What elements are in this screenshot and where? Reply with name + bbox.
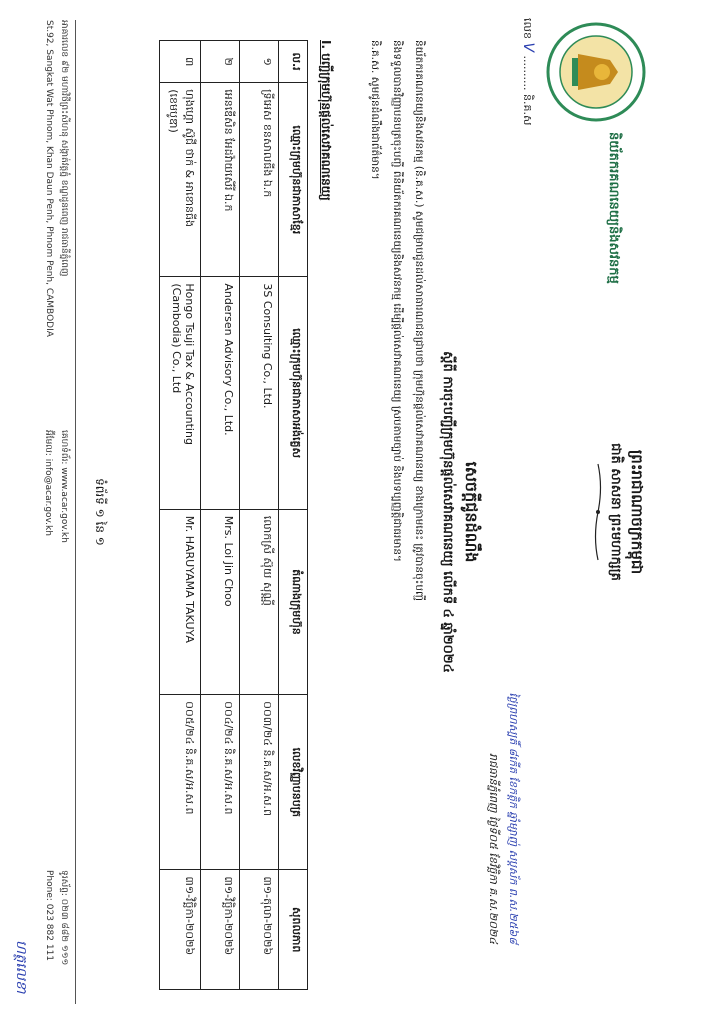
document-subtitle: ស្តីពី ការចុះបញ្ជីក្រុមហ៊ុនផ្តល់សេវាគណនេយ្យ លើកទី ៤ ឆ្នាំ២០២៤: [440, 351, 455, 673]
body-line: និយ័តករគណនេយ្យនិងសវនកម្ម (និ.គ.ស.) សូមជម្រាបជូនដល់សាធារណជនជ្រាបថា ក្រុមហ៊ុនផ្តល់សេវាគណនេយ្យ ខាងក្រោមនេះ ត្រូវបានចុះបញ្ជី: [413, 40, 425, 602]
col-header-name-en: ឈ្មោះក្រុមហ៊ុនជាភាសាអង់គ្លេស: [279, 277, 308, 509]
footer-address-en: St.92, Sangkat Wat Phnom, Khan Daun Penh, Phnom Penh, CAMBODIA: [44, 20, 54, 337]
cell-representative: Mr. HARUYAMA TAKUYA: [160, 509, 201, 694]
cell-validity: ៣១-តុលា-២០២៦: [240, 870, 279, 990]
solar-date: រាជធានីភ្នំពេញ ថ្ងៃទី០៥ ខែវិច្ឆិកា គ.ស.២០២៤: [487, 753, 500, 944]
agency-name: និយ័តករគណនេយ្យនិងសវនកម្ម: [606, 132, 621, 284]
cell-certificate: ០០៤/២៤ និ.គ.ស/អ.ស.ព: [201, 695, 240, 870]
col-header-validity: សុពលភាព: [279, 870, 308, 990]
body-paragraph: [364, 40, 430, 990]
col-header-representative: តំណាងក្រុមហ៊ុន: [279, 509, 308, 694]
section-title: I. បញ្ជីក្រុមហ៊ុនផ្តល់សេវាគណនេយ្យ: [319, 40, 333, 201]
table-row: [160, 41, 201, 990]
page-number: ទំព័រទី ១ នៃ ១: [93, 478, 107, 546]
signature-initials: ហត្ថលេខា: [13, 940, 29, 994]
col-header-certificate: លេខវិញ្ញាបនបត្រ: [279, 695, 308, 870]
table-header-row: [279, 41, 308, 990]
body-line: និងទទួលបានវិញ្ញាបនបត្រចុះបញ្ជី ពីនិយ័តករគណនេយ្យនិងសវនកម្ម ដើម្បីផ្តល់សេវាគណនេយ្យ ស្របតាមច្បាប់ និងបទប្បញ្ញត្តិជាធរមាន។: [391, 40, 403, 562]
reference-number: លេខ V .......... និ.គ.ស: [520, 18, 536, 126]
cell-name-kh: ហុងហ្គោ ស៊ូជី ថាក់ & អាខោនធីង (ខេមបូឌា): [160, 83, 201, 277]
cell-name-en: 3S Consulting Co., Ltd.: [240, 277, 279, 509]
cell-name-kh: ទ្រីអេស ខនសាលធីង ឯ.ក: [240, 83, 279, 277]
cell-validity: ៣១-វិច្ឆិកា-២០២៦: [160, 870, 201, 990]
cell-name-kh: អេនឌើសិន អែដវ៉ាយសើរី ឯ.ក: [201, 83, 240, 277]
cell-name-en: Hongo Tsuji Tax & Accounting (Cambodia) Co., Ltd: [160, 277, 201, 509]
document-title: សេចក្តីជូនដំណឹង: [462, 461, 481, 563]
cell-no: ២: [201, 41, 240, 83]
table-row: [240, 41, 279, 990]
cell-validity: ៣១-វិច្ឆិកា-២០២៦: [201, 870, 240, 990]
lunar-date: ថ្ងៃព្រហស្បតិ៍ ៨កើត ខែកត្តិក ឆ្នាំម្សាញ់ សប្តស័ក ព.ស.២៥៦៨: [507, 692, 520, 944]
footer-phone-kh: ទូរស័ព្ទ: ០២៣ ៨៨២ ១១១: [59, 870, 69, 966]
cell-no: ៣: [160, 41, 201, 83]
col-header-name-kh: ឈ្មោះក្រុមហ៊ុនជាភាសាខ្មែរ: [279, 83, 308, 277]
ref-prefix: លេខ: [521, 18, 534, 39]
footer-address-kh: អាគារលេខ ៩២ មហាវិថីព្រះសីហនុ សង្កាត់វត្តភ្នំ ខណ្ឌដូនពេញ រាជធានីភ្នំពេញ: [59, 20, 69, 277]
col-header-no: ល.រ: [279, 41, 308, 83]
kingdom-title: ព្រះរាជាណាចក្រកម្ពុជា: [628, 449, 646, 575]
footer-divider: [75, 20, 76, 1004]
national-motto: ជាតិ សាសនា ព្រះមហាក្សត្រ: [608, 443, 623, 581]
ref-suffix: និ.គ.ស: [521, 94, 534, 126]
cell-representative: លោកស្រី ស៊ុយ សុណ្ណី: [240, 509, 279, 694]
cell-no: ១: [240, 41, 279, 83]
ornament-divider: [593, 462, 603, 562]
body-line: និ.គ.ស. សូមជូនដំណឹងជាព័ត៌មាន។: [369, 40, 381, 180]
footer-phone-en: Phone: 023 882 111: [44, 870, 54, 962]
cell-name-en: Andersen Advisory Co., Ltd.: [201, 277, 240, 509]
cell-certificate: ០០៥/២៤ និ.គ.ស/អ.ស.ព: [160, 695, 201, 870]
cell-representative: Mrs. Loi Jin Choo: [201, 509, 240, 694]
footer-website: គេហទំព័រ: www.acar.gov.kh: [59, 430, 69, 543]
cell-certificate: ០០៣/២៤ និ.គ.ស/អ.ស.ព: [240, 695, 279, 870]
footer-email: អ៊ីមែល: info@acar.gov.kh: [43, 430, 53, 536]
ref-handwritten: V: [520, 42, 536, 53]
registration-table: [159, 40, 308, 990]
table-row: [201, 41, 240, 990]
